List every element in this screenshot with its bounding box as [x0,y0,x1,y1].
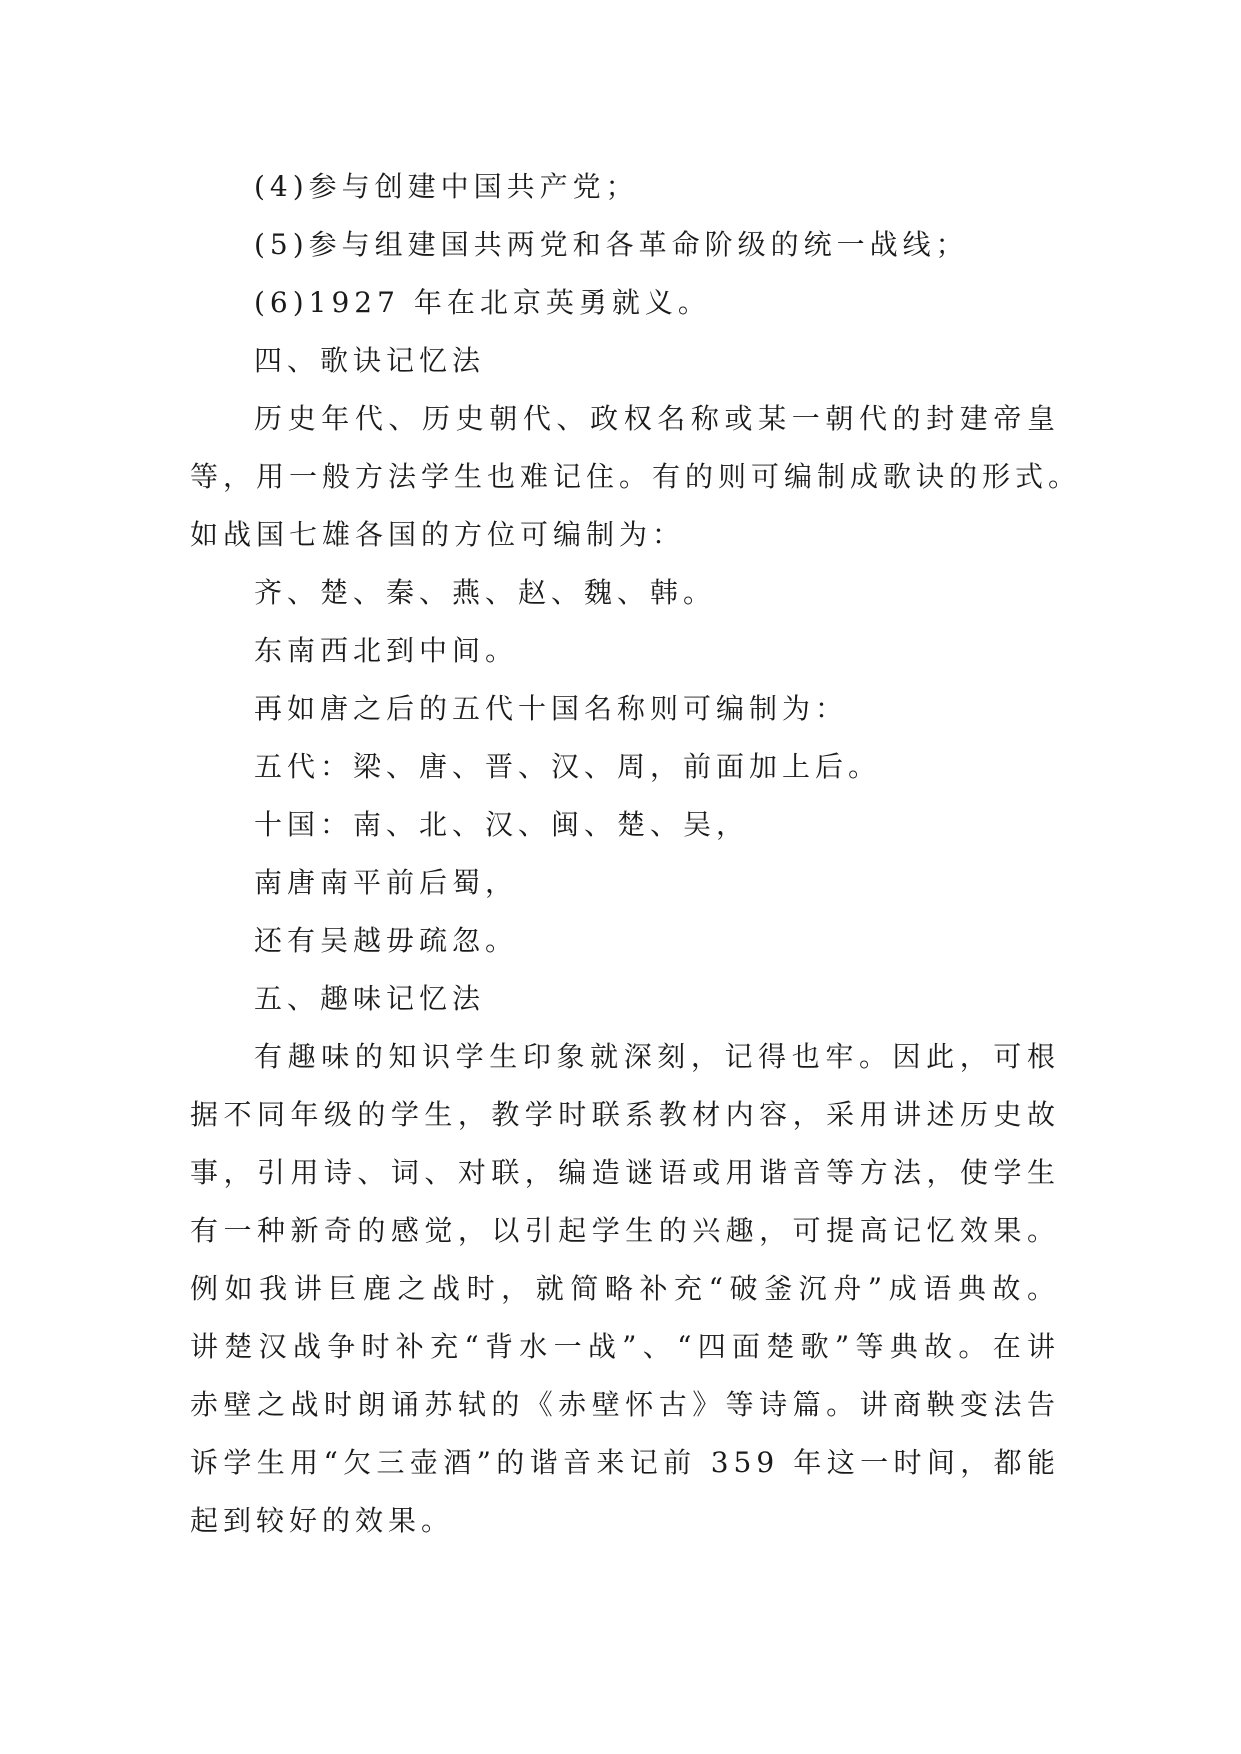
document-body [190,158,1082,1550]
text-line: (6)1927 年在北京英勇就义。 [254,286,711,319]
text-line: 如战国七雄各国的方位可编制为： [190,518,686,551]
text-line: (4)参与创建中国共产党； [254,170,639,203]
text-line: 例如我讲巨鹿之战时，就简略补充“破釜沉舟”成语典故。 [190,1272,1060,1305]
text-line: 东南西北到中间。 [254,634,519,667]
text-line: 讲楚汉战争时补充“背水一战”、“四面楚歌”等典故。在讲 [190,1330,1060,1363]
text-line: 再如唐之后的五代十国名称则可编制为： [254,692,849,725]
text-line: 有一种新奇的感觉，以引起学生的兴趣，可提高记忆效果。 [190,1214,1060,1247]
text-line: 赤壁之战时朗诵苏轼的《赤壁怀古》等诗篇。讲商鞅变法告 [190,1388,1060,1421]
text-line: 五代：梁、唐、晋、汉、周，前面加上后。 [254,750,882,783]
text-line: 历史年代、历史朝代、政权名称或某一朝代的封建帝皇 [254,402,1060,435]
text-line: 据不同年级的学生，教学时联系教材内容，采用讲述历史故 [190,1098,1060,1131]
text-line: 齐、楚、秦、燕、赵、魏、韩。 [254,576,717,609]
text-line: 有趣味的知识学生印象就深刻，记得也牢。因此，可根 [254,1040,1060,1073]
text-line: 还有吴越毋疏忽。 [254,924,519,957]
text-line: 四、歌诀记忆法 [254,344,486,377]
text-line: (5)参与组建国共两党和各革命阶级的统一战线； [254,228,969,261]
text-line: 诉学生用“欠三壶酒”的谐音来记前 359 年这一时间，都能 [190,1446,1060,1479]
text-line: 事，引用诗、词、对联，编造谜语或用谐音等方法，使学生 [190,1156,1060,1189]
text-line: 十国：南、北、汉、闽、楚、吴， [254,808,750,841]
text-line: 南唐南平前后蜀， [254,866,519,899]
text-line: 等，用一般方法学生也难记住。有的则可编制成歌诀的形式。 [190,460,1082,493]
text-line: 起到较好的效果。 [190,1504,455,1537]
text-line: 五、趣味记忆法 [254,982,486,1015]
